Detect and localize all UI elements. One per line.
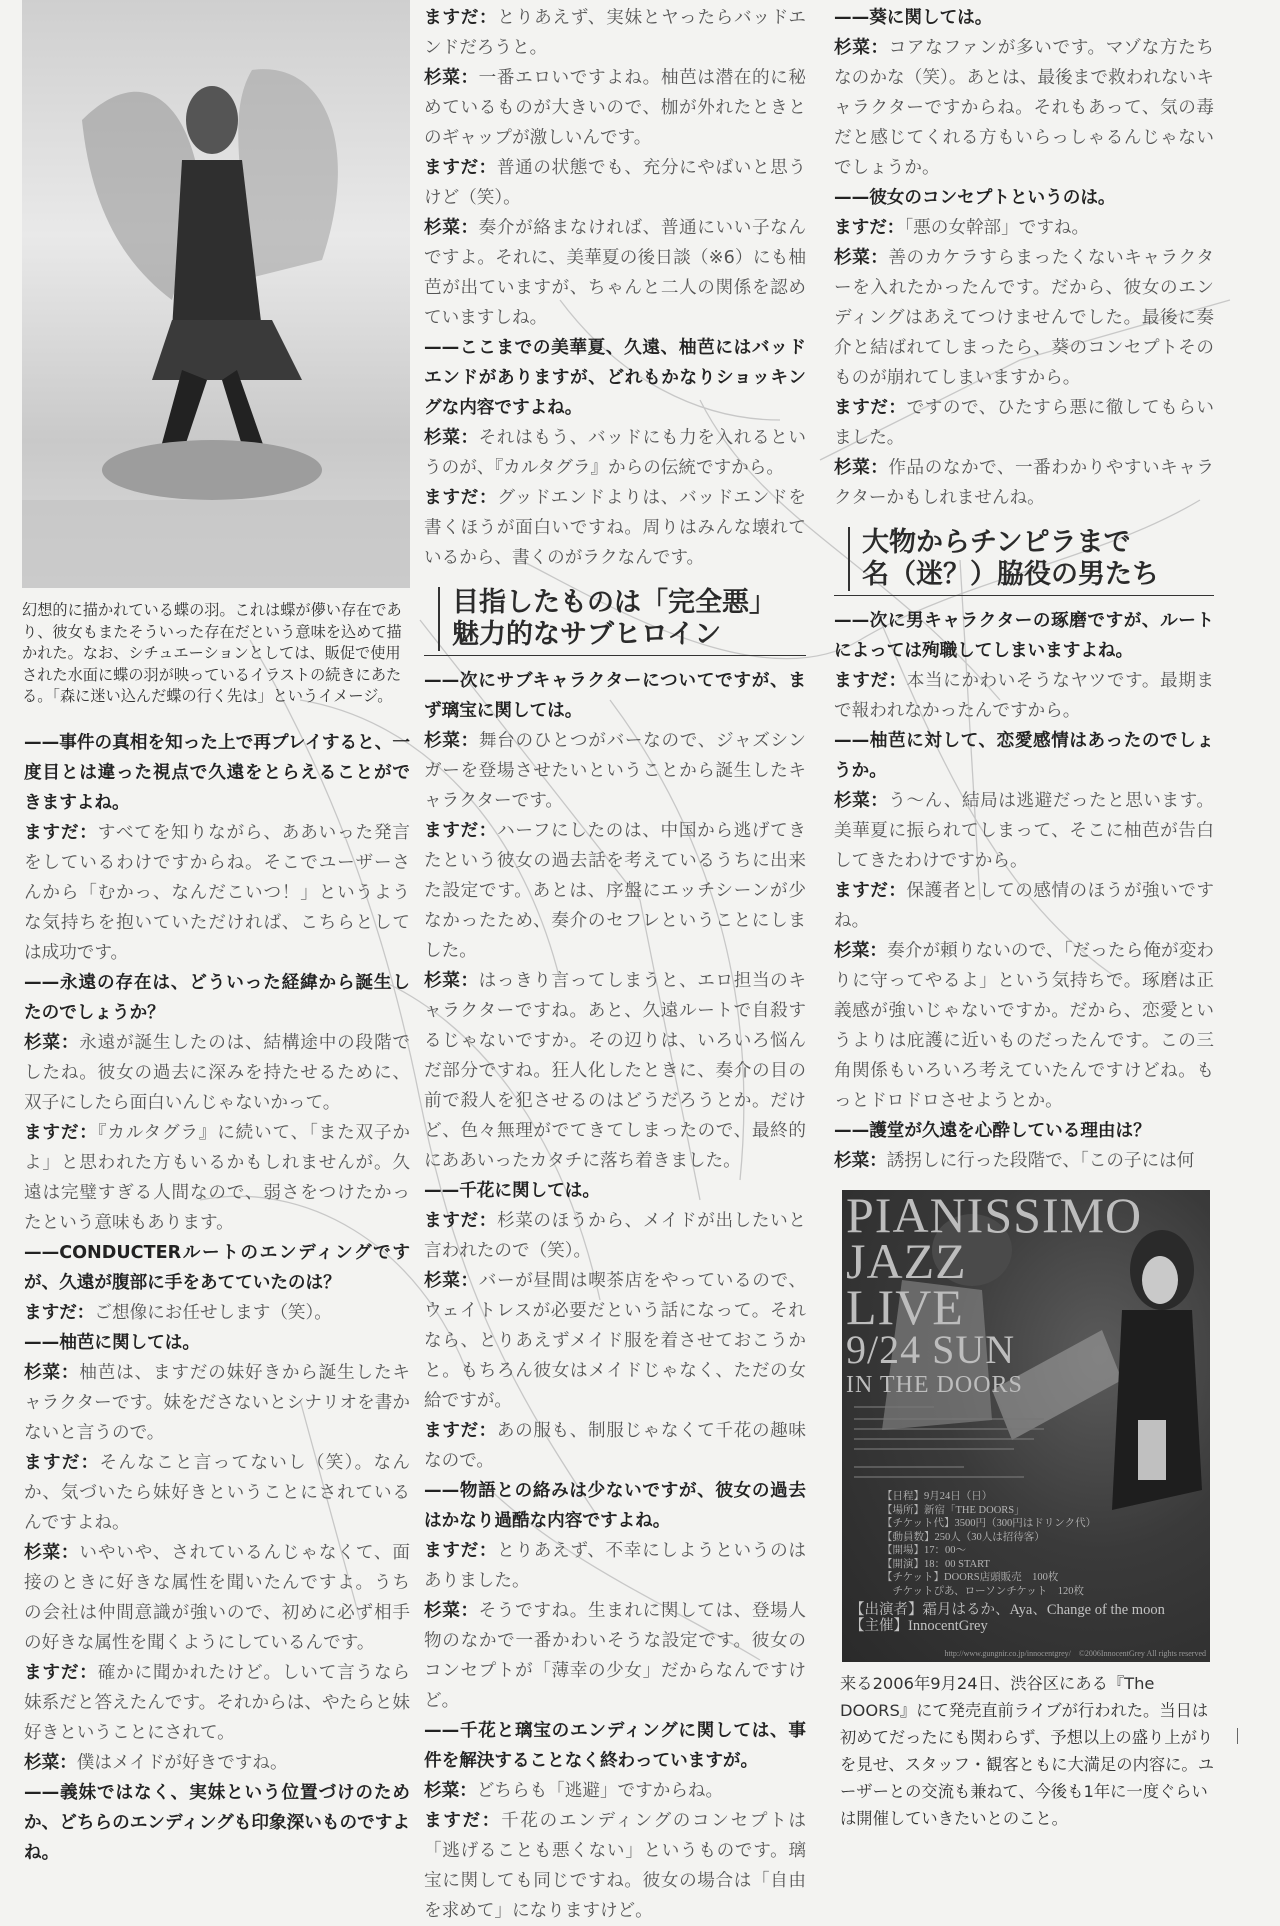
- interview-answer: [834, 1146, 1214, 1176]
- answer-text: とりあえず、不幸にしようというのはありました。: [424, 1541, 806, 1591]
- interview-answer: [834, 33, 1214, 183]
- speaker-label: 杉菜：: [834, 1151, 887, 1171]
- interview-answer: [24, 1298, 410, 1328]
- interview-answer: [424, 1806, 806, 1926]
- page-edge-mark: [1237, 1728, 1238, 1744]
- heading-line: 魅力的なサブヒロイン: [452, 619, 722, 650]
- middle-section-heading-block: [424, 587, 806, 656]
- answer-text: はっきり言ってしまうと、エロ担当のキャラクターですね。あと、久遠ルートで自殺するじゃないですか。その辺りは、いろいろ悩んだ部分ですね。狂人化したときに、奏介の目の前で殺人を犯させるのはどうだろうとか。だけど、色々無理がでてきてしまったので、最終的にああいったカタチに落ち着きました。: [424, 971, 806, 1171]
- interview-answer: [424, 483, 806, 573]
- speaker-label: 杉菜：: [24, 1542, 80, 1563]
- interview-answer: [424, 1416, 806, 1476]
- speaker-label: ますだ：: [834, 218, 905, 238]
- answer-text: 誘拐しに行った段階で、「この子には何: [886, 1151, 1195, 1171]
- poster-event-info: [882, 1490, 1096, 1598]
- interview-answer: [24, 1448, 410, 1538]
- interview-question: ——護堂が久遠を心酔している理由は？: [834, 1121, 1151, 1141]
- speaker-label: 杉菜：: [834, 248, 889, 268]
- interview-question: ——義妹ではなく、実妹という位置づけのためか、どちらのエンディングも印象深いものですよね。: [24, 1782, 410, 1863]
- interview-question: ——千花と璃宝のエンディングに関しては、事件を解決することなく終わっていますが。: [424, 1721, 806, 1771]
- right-column-text-top: [834, 3, 1214, 513]
- poster-performers: 【出演者】霜月はるか、Aya、Change of the moon: [850, 1602, 1165, 1618]
- left-column-text: [24, 728, 410, 1868]
- poster-organizer: 【主催】InnocentGrey: [850, 1618, 988, 1634]
- speaker-label: ますだ：: [424, 158, 497, 178]
- answer-text: 僕はメイドが好きですね。: [76, 1752, 288, 1773]
- heading-line: 目指したものは「完全悪」: [452, 587, 776, 618]
- interview-question: ——CONDUCTERルートのエンディングですが、久遠が腹部に手をあてていたのは？: [24, 1242, 410, 1293]
- interview-question: ——柚芭に関しては。: [24, 1332, 200, 1353]
- answer-text: 一番エロいですよね。柚芭は潜在的に秘めているものが大きいので、枷が外れたときとのギャップが激しいんです。: [424, 68, 806, 148]
- interview-answer: [424, 1266, 806, 1416]
- right-column: [834, 3, 1214, 1832]
- interview-answer: [424, 1206, 806, 1266]
- middle-column-text-bottom: [424, 666, 806, 1926]
- answer-text: いやいや、されているんじゃなくて、面接のときに好きな属性を聞いたんですよ。うちの会社は仲間意識が強いので、初めに必ず相手の好きな属性を聞くようにしているんです。: [24, 1542, 410, 1653]
- speaker-label: 杉菜：: [834, 38, 889, 58]
- answer-text: あの服も、制服じゃなくて千花の趣味なので。: [424, 1421, 806, 1471]
- answer-text: 本当にかわいそうなヤツです。最期まで報われなかったんですから。: [834, 671, 1214, 721]
- answer-text: 善のカケラすらまったくないキャラクターを入れたかったんです。だから、彼女のエンディングはあえてつけませんでした。最後に奏介と結ばれてしまったら、葵のコンセプトそのものが崩れてしまいますから。: [834, 248, 1214, 388]
- speaker-label: 杉菜：: [424, 68, 479, 88]
- right-section-heading: [848, 527, 1214, 591]
- interview-answer: [24, 1118, 410, 1238]
- interview-answer: [24, 1748, 410, 1778]
- answer-text: グッドエンドよりは、バッドエンドを書くほうが面白いですね。周りはみんな壊れているから、書くのがラクなんです。: [424, 488, 806, 568]
- left-column: [22, 0, 414, 1868]
- speaker-label: 杉菜：: [424, 1271, 479, 1291]
- answer-text: どちらも「逃避」ですからね。: [476, 1781, 724, 1801]
- speaker-label: ますだ：: [424, 488, 498, 508]
- answer-text: 柚芭は、ますだの妹好きから誕生したキャラクターです。妹をださないとシナリオを書かないと言うので。: [24, 1362, 410, 1443]
- interview-answer: [834, 876, 1214, 936]
- interview-question: ——ここまでの美華夏、久遠、柚芭にはバッドエンドがありますが、どれもかなりショッキングな内容ですよね。: [424, 338, 806, 418]
- speaker-label: ますだ：: [24, 1452, 100, 1473]
- middle-column-text-top: [424, 3, 806, 573]
- speaker-label: 杉菜：: [834, 458, 889, 478]
- answer-text: 舞台のひとつがバーなので、ジャズシンガーを登場させたいということから誕生したキャラクターです。: [424, 731, 806, 811]
- speaker-label: ますだ：: [424, 821, 498, 841]
- speaker-label: 杉菜：: [424, 1781, 477, 1801]
- interview-answer: [424, 726, 806, 816]
- interview-question: ——物語との絡みは少ないですが、彼女の過去はかなり過酷な内容ですよね。: [424, 1481, 806, 1531]
- interview-answer: [24, 1538, 410, 1658]
- poster-info-line: 【開場】17：00～: [882, 1545, 966, 1556]
- poster-info-line: 【日程】9月24日（日）: [882, 1491, 993, 1502]
- answer-text: 「悪の女幹部」ですね。: [904, 218, 1090, 238]
- speaker-label: 杉菜：: [24, 1032, 80, 1053]
- speaker-label: ますだ：: [424, 1421, 497, 1441]
- answer-text: 『カルタグラ』に続いて、「また双子かよ」と思われた方もいるかもしれませんが。久遠は完璧すぎる人間なので、弱さをつけたかったという意味もあります。: [24, 1122, 410, 1233]
- answer-text: 千花のエンディングのコンセプトは「逃げることも悪くない」というものです。璃宝に関しても同じですね。彼女の場合は「自由を求めて」になりますけど。: [424, 1811, 806, 1921]
- right-section-heading-block: [834, 527, 1214, 596]
- interview-answer: [424, 423, 806, 483]
- answer-text: 永遠が誕生したのは、結構途中の段階でしたね。彼女の過去に深みを持たせるために、双子にしたら面白いんじゃないかって。: [24, 1032, 410, 1113]
- speaker-label: ますだ：: [424, 1541, 498, 1561]
- interview-question: ——彼女のコンセプトというのは。: [834, 188, 1116, 208]
- answer-text: 普通の状態でも、充分にやばいと思うけど（笑）。: [424, 158, 806, 208]
- speaker-label: 杉菜：: [24, 1752, 77, 1773]
- middle-column: [424, 3, 806, 1926]
- speaker-label: ますだ：: [424, 1211, 497, 1231]
- speaker-label: 杉菜：: [424, 1601, 479, 1621]
- middle-section-heading: [438, 587, 806, 651]
- answer-text: ご想像にお任せします（笑）。: [94, 1302, 332, 1323]
- speaker-label: ますだ：: [424, 1811, 502, 1831]
- answer-text: 奏介が頼りないので、「だったら俺が変わりに守ってやるよ」という気持ちで。琢磨は正義感が強いじゃないですか。だから、恋愛というよりは庇護に近いものだったんです。この三角関係もいろいろ考えていたんですけどね。もっとドロドロさせようとか。: [834, 941, 1214, 1111]
- interview-question: ——千花に関しては。: [424, 1181, 600, 1201]
- answer-text: それはもう、バッドにも力を入れるというのが、『カルタグラ』からの伝統ですから。: [424, 428, 806, 478]
- speaker-label: ますだ：: [424, 8, 498, 28]
- answer-text: コアなファンが多いです。マゾな方たちなのかな（笑）。あとは、最後まで救われないキャラクターですからね。それもあって、気の毒だと感じてくれる方もいらっしゃるんじゃないでしょうか。: [834, 38, 1214, 178]
- interview-answer: [424, 213, 806, 333]
- interview-answer: [24, 818, 410, 968]
- speaker-label: 杉菜：: [424, 428, 479, 448]
- answer-text: う～ん、結局は逃避だったと思います。美華夏に振られてしまって、そこに柚芭が告白してきたわけですから。: [834, 791, 1214, 871]
- poster-info-line: 【動員数】250人（30人は招待客）: [882, 1531, 1045, 1543]
- jazz-live-poster: [842, 1190, 1210, 1662]
- poster-info-line: 【チケット】DOORS店頭販売 100枚: [882, 1572, 1059, 1583]
- answer-text: 確かに聞かれたけど。しいて言うなら妹系だと答えたんです。それからは、やたらと妹好きということにされて。: [24, 1662, 410, 1743]
- interview-question: ——永遠の存在は、どういった経緯から誕生したのでしょうか？: [24, 972, 410, 1023]
- speaker-label: ますだ：: [834, 671, 907, 691]
- answer-text: ですので、ひたすら悪に徹してもらいました。: [834, 398, 1214, 448]
- interview-answer: [24, 1028, 410, 1118]
- interview-question: ——葵に関しては。: [834, 8, 993, 28]
- right-column-text-bottom: [834, 606, 1214, 1176]
- interview-answer: [834, 453, 1214, 513]
- interview-answer: [834, 786, 1214, 876]
- poster-info-line: 【チケット代】3500円（300円はドリンク代）: [882, 1518, 1097, 1529]
- interview-answer: [834, 393, 1214, 453]
- interview-answer: [424, 816, 806, 966]
- interview-answer: [834, 243, 1214, 393]
- interview-answer: [24, 1358, 410, 1448]
- interview-answer: [24, 1658, 410, 1748]
- interview-answer: [834, 213, 1214, 243]
- interview-question: ——事件の真相を知った上で再プレイすると、一度目とは違った視点で久遠をとらえることができますよね。: [24, 732, 410, 813]
- interview-answer: [424, 1776, 806, 1806]
- interview-answer: [424, 966, 806, 1176]
- poster-info-line: 【開演】18：00 START: [882, 1558, 990, 1570]
- speaker-label: 杉菜：: [834, 941, 888, 961]
- heading-line: 名（迷？）脇役の男たち: [862, 559, 1159, 590]
- poster-info-line: 【場所】新宿「THE DOORS」: [882, 1504, 1025, 1516]
- speaker-label: 杉菜：: [424, 218, 479, 238]
- speaker-label: ますだ：: [834, 398, 907, 418]
- answer-text: とりあえず、実妹とヤったらバッドエンドだろうと。: [424, 8, 806, 58]
- answer-text: 杉菜のほうから、メイドが出したいと言われたので（笑）。: [424, 1211, 806, 1261]
- butterfly-girl-illustration: [22, 0, 410, 588]
- speaker-label: 杉菜：: [834, 791, 889, 811]
- interview-question: ——次に男キャラクターの琢磨ですが、ルートによっては殉職してしまいますよね。: [834, 611, 1214, 661]
- answer-text: 保護者としての感情のほうが強いですね。: [834, 881, 1214, 931]
- speaker-label: 杉菜：: [424, 971, 479, 991]
- poster-footer: http://www.gungnir.co.jp/innocentgrey/ ©2006InnocentGrey All rights reserved: [944, 1649, 1206, 1658]
- speaker-label: ますだ：: [24, 822, 98, 843]
- interview-answer: [424, 63, 806, 153]
- answer-text: 作品のなかで、一番わかりやすいキャラクターかもしれませんね。: [834, 458, 1214, 508]
- poster-info-line: チケットぴあ、ローソンチケット 120枚: [882, 1585, 1085, 1597]
- speaker-label: ますだ：: [834, 881, 907, 901]
- interview-answer: [834, 666, 1214, 726]
- speaker-label: ますだ：: [24, 1122, 98, 1143]
- illustration-caption: 幻想的に描かれている蝶の羽。これは蝶が儚い存在であり、彼女もまたそういった存在だという意味を込めて描かれた。なお、シチュエーションとしては、販促で使用された水面に蝶の羽が映っているイラストの続きにあたる。「森に迷い込んだ蝶の行く先は」というイメージ。: [22, 601, 402, 705]
- poster-date: 9/24 SUN: [846, 1327, 1016, 1372]
- speaker-label: 杉菜：: [424, 731, 479, 751]
- speaker-label: 杉菜：: [24, 1362, 80, 1383]
- interview-answer: [424, 153, 806, 213]
- poster-caption: 来る2006年9月24日、渋谷区にある『The DOORS』にて発売直前ライブが行われた。当日は初めてだったにも関わらず、予想以上の盛り上がりを見せ、スタッフ・観客ともに大満足の内容に。ユーザーとの交流も兼ねて、今後も1年に一度ぐらいは開催していきたいとのこと。: [840, 1674, 1214, 1828]
- answer-text: ハーフにしたのは、中国から逃げてきたという彼女の過去話を考えているうちに出来た設定です。あとは、序盤にエッチシーンが少なかったため、奏介のセフレということにしました。: [424, 821, 806, 961]
- speaker-label: ますだ：: [24, 1662, 98, 1683]
- answer-text: バーが昼間は喫茶店をやっているので、ウェイトレスが必要だという話になって。それなら、とりあえずメイド服を着させておこうかと。もちろん彼女はメイドじゃなく、ただの女給ですが。: [424, 1271, 806, 1411]
- heading-line: 大物からチンピラまで: [862, 527, 1131, 558]
- answer-text: そんなこと言ってないし（笑）。なんか、気づいたら妹好きということにされているんですよね。: [24, 1452, 410, 1533]
- interview-answer: [834, 936, 1214, 1116]
- interview-answer: [424, 1536, 806, 1596]
- poster-title-line: JAZZ: [846, 1233, 967, 1289]
- poster-title-line: PIANISSIMO: [846, 1190, 1143, 1243]
- answer-text: すべてを知りながら、ああいった発言をしているわけですからね。そこでユーザーさんから「むかっ、なんだこいつ！」というような気持ちを抱いていただければ、こちらとしては成功です。: [24, 822, 410, 963]
- interview-answer: [424, 3, 806, 63]
- interview-question: ——次にサブキャラクターについてですが、まず璃宝に関しては。: [424, 671, 806, 721]
- poster-title-line: LIVE: [846, 1279, 964, 1335]
- interview-question: ——柚芭に対して、恋愛感情はあったのでしょうか。: [834, 731, 1214, 781]
- answer-text: そうですね。生まれに関しては、登場人物のなかで一番かわいそうな設定です。彼女のコンセプトが「薄幸の少女」だからなんですけど。: [424, 1601, 806, 1711]
- speaker-label: ますだ：: [24, 1302, 95, 1323]
- interview-answer: [424, 1596, 806, 1716]
- poster-credits: [850, 1602, 1165, 1634]
- poster-venue: IN THE DOORS: [846, 1372, 1023, 1398]
- answer-text: 奏介が絡まなければ、普通にいい子なんですよ。それに、美華夏の後日談（※6）にも柚芭が出ていますが、ちゃんと二人の関係を認めていますしね。: [424, 218, 806, 328]
